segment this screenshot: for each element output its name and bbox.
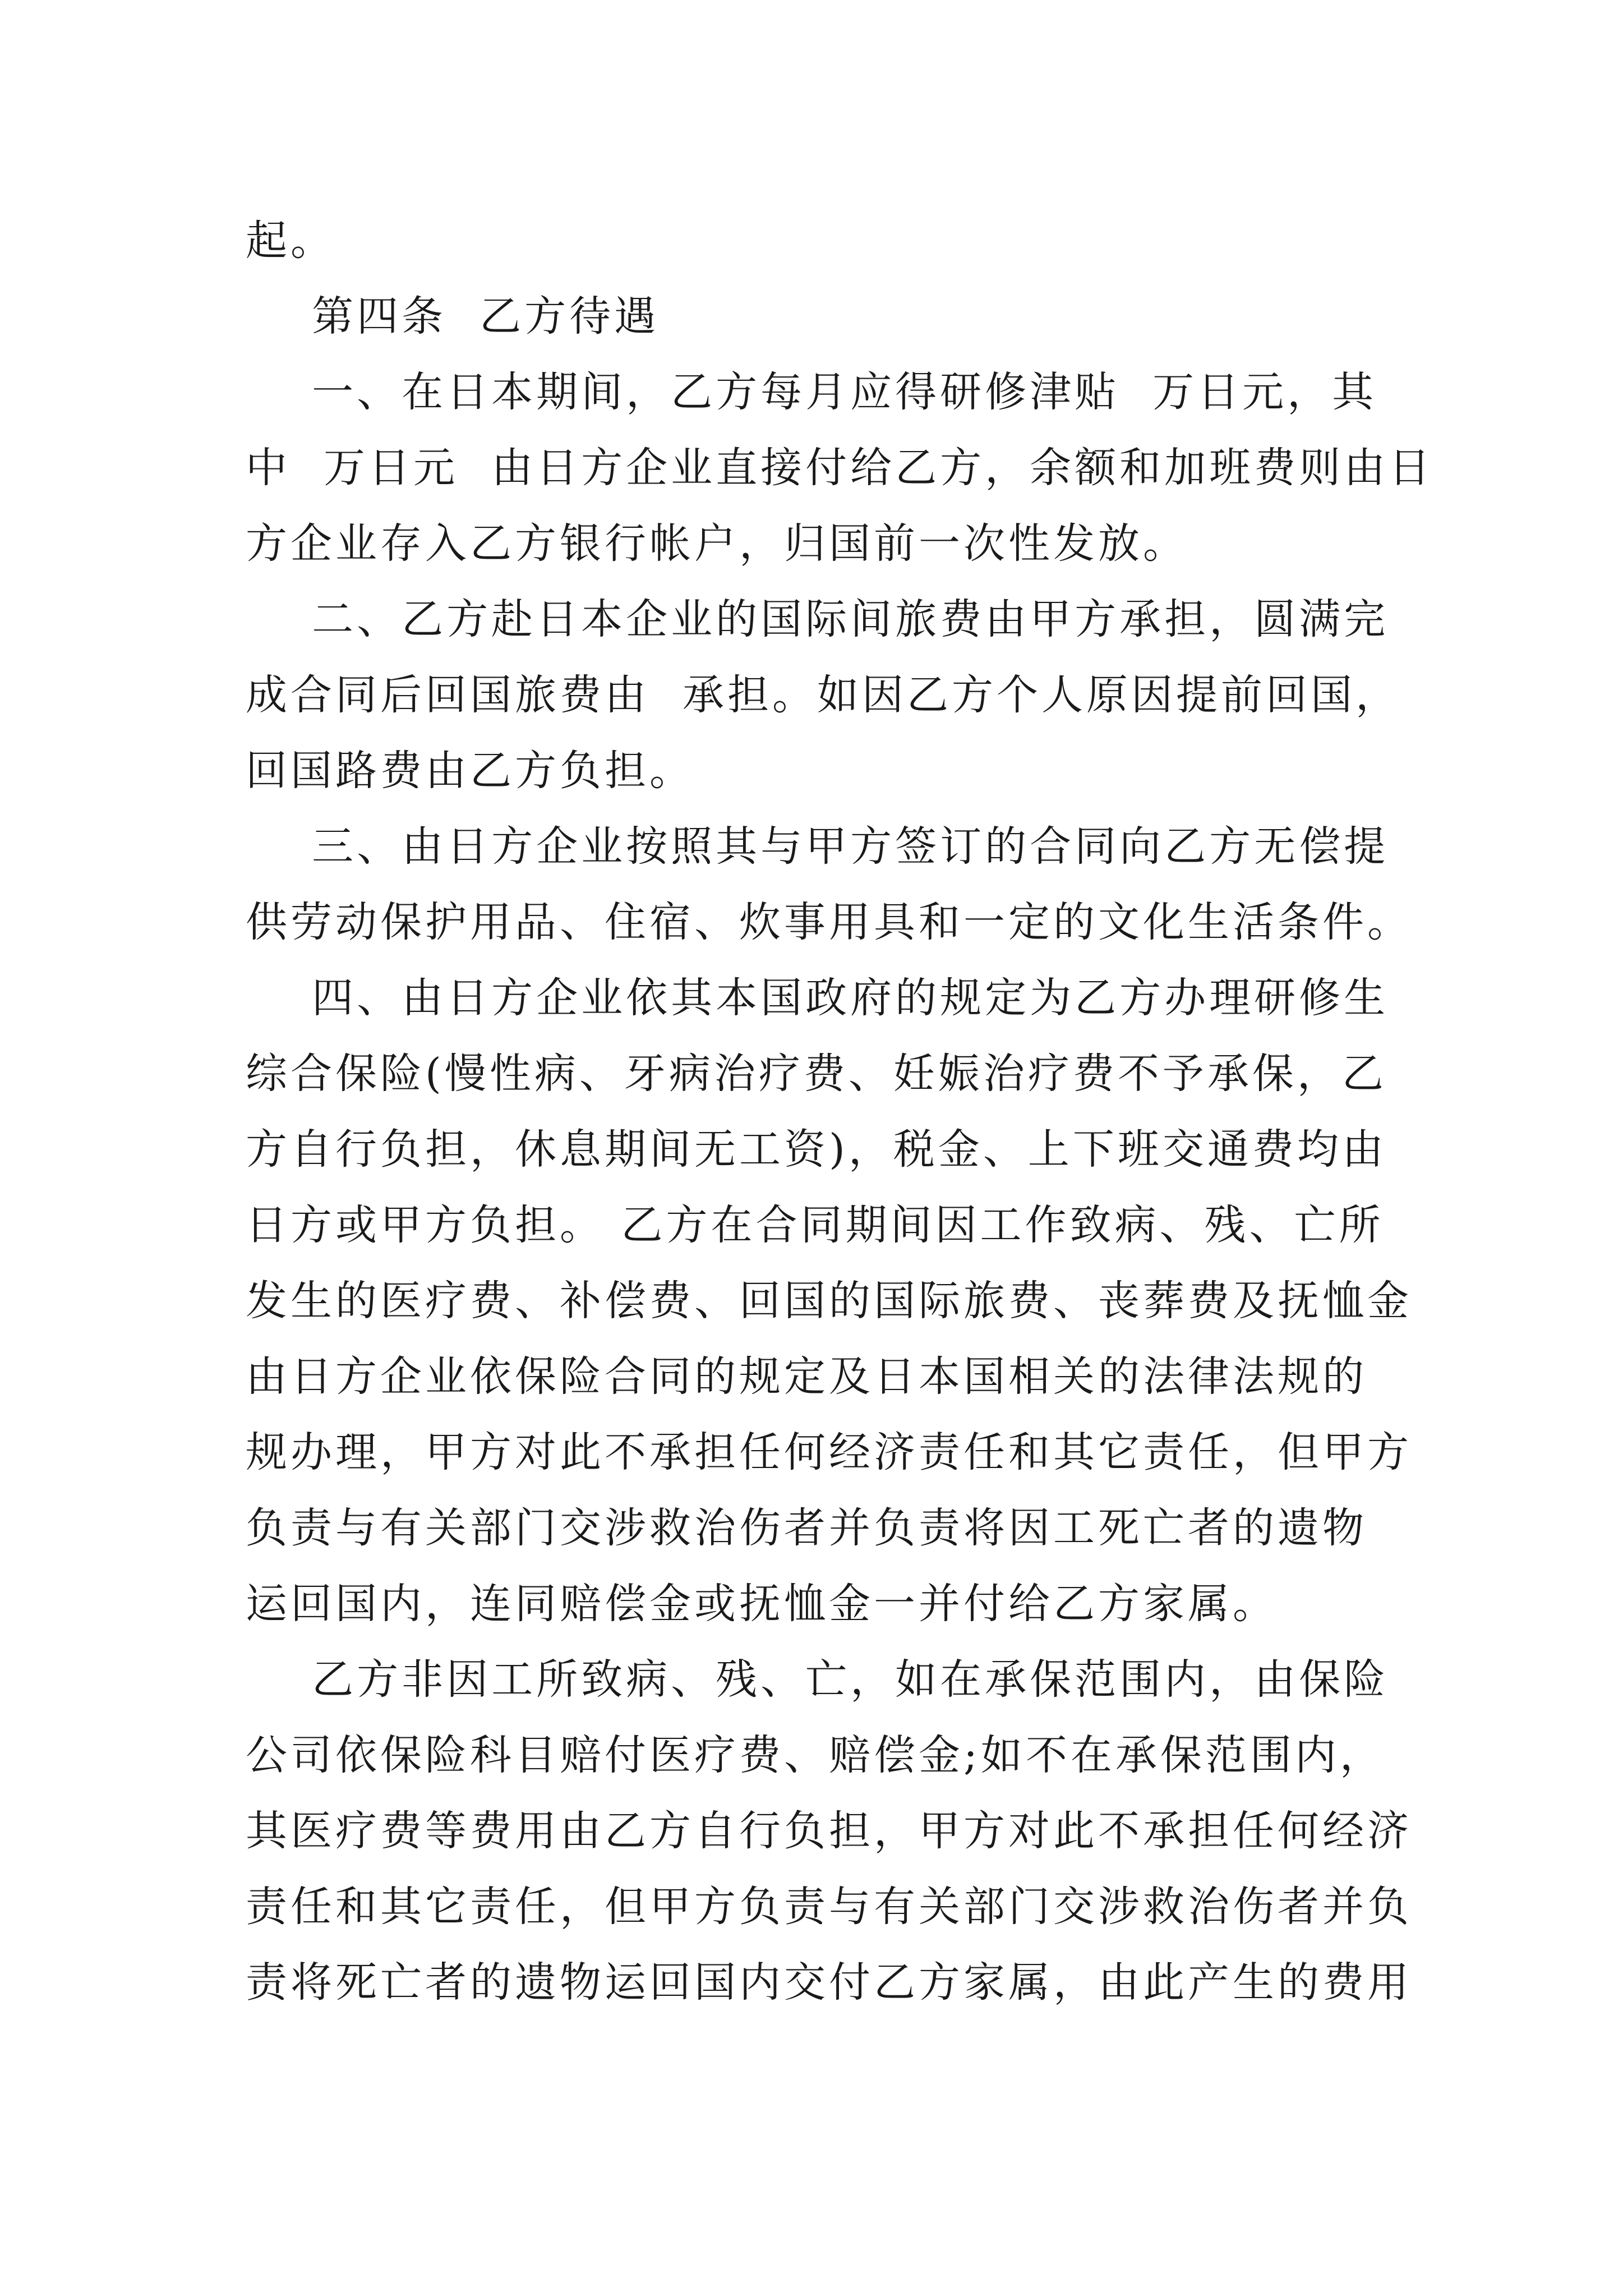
text-line: 四、由日方企业依其本国政府的规定为乙方办理研修生 <box>246 974 1389 1022</box>
text-line: 成合同后回国旅费由 承担。如因乙方个人原因提前回国， <box>246 671 1401 719</box>
text-line: 起。 <box>246 217 335 265</box>
text-line: 由日方企业依保险合同的规定及日本国相关的法律法规的 <box>246 1352 1367 1401</box>
text-line: 责将死亡者的遗物运回国内交付乙方家属，由此产生的费用 <box>246 1958 1412 2007</box>
article-heading: 第四条 乙方待遇 <box>246 292 660 341</box>
text-line: 责任和其它责任，但甲方负责与有关部门交涉救治伤者并负 <box>246 1883 1412 1931</box>
text-line: 乙方非因工所致病、残、亡，如在承保范围内，由保险 <box>246 1655 1389 1704</box>
text-line: 综合保险(慢性病、牙病治疗费、妊娠治疗费不予承保，乙 <box>246 1050 1387 1098</box>
text-line: 规办理，甲方对此不承担任何经济责任和其它责任，但甲方 <box>246 1428 1412 1476</box>
text-line: 方企业存入乙方银行帐户，归国前一次性发放。 <box>246 519 1188 568</box>
text-line: 日方或甲方负担。 乙方在合同期间因工作致病、残、亡所 <box>246 1201 1384 1249</box>
contract-body-text <box>246 203 1434 2021</box>
text-line: 二、乙方赴日本企业的国际间旅费由甲方承担，圆满完 <box>246 595 1389 643</box>
text-line: 其医疗费等费用由乙方自行负担，甲方对此不承担任何经济 <box>246 1807 1412 1855</box>
text-line: 三、由日方企业按照其与甲方签订的合同向乙方无偿提 <box>246 822 1389 871</box>
text-line: 发生的医疗费、补偿费、回国的国际旅费、丧葬费及抚恤金 <box>246 1277 1412 1325</box>
text-line: 方自行负担，休息期间无工资)，税金、上下班交通费均由 <box>246 1125 1387 1174</box>
text-line: 中 万日元 由日方企业直接付给乙方，余额和加班费则由日 <box>246 444 1434 492</box>
text-line: 回国路费由乙方负担。 <box>246 747 694 795</box>
text-line: 负责与有关部门交涉救治伤者并负责将因工死亡者的遗物 <box>246 1504 1367 1552</box>
text-line: 公司依保险科目赔付医疗费、赔偿金;如不在承保范围内， <box>246 1731 1385 1779</box>
text-line: 供劳动保护用品、住宿、炊事用具和一定的文化生活条件。 <box>246 898 1412 946</box>
text-line: 一、在日本期间，乙方每月应得研修津贴 万日元，其 <box>246 368 1377 416</box>
text-line: 运回国内，连同赔偿金或抚恤金一并付给乙方家属。 <box>246 1580 1278 1628</box>
